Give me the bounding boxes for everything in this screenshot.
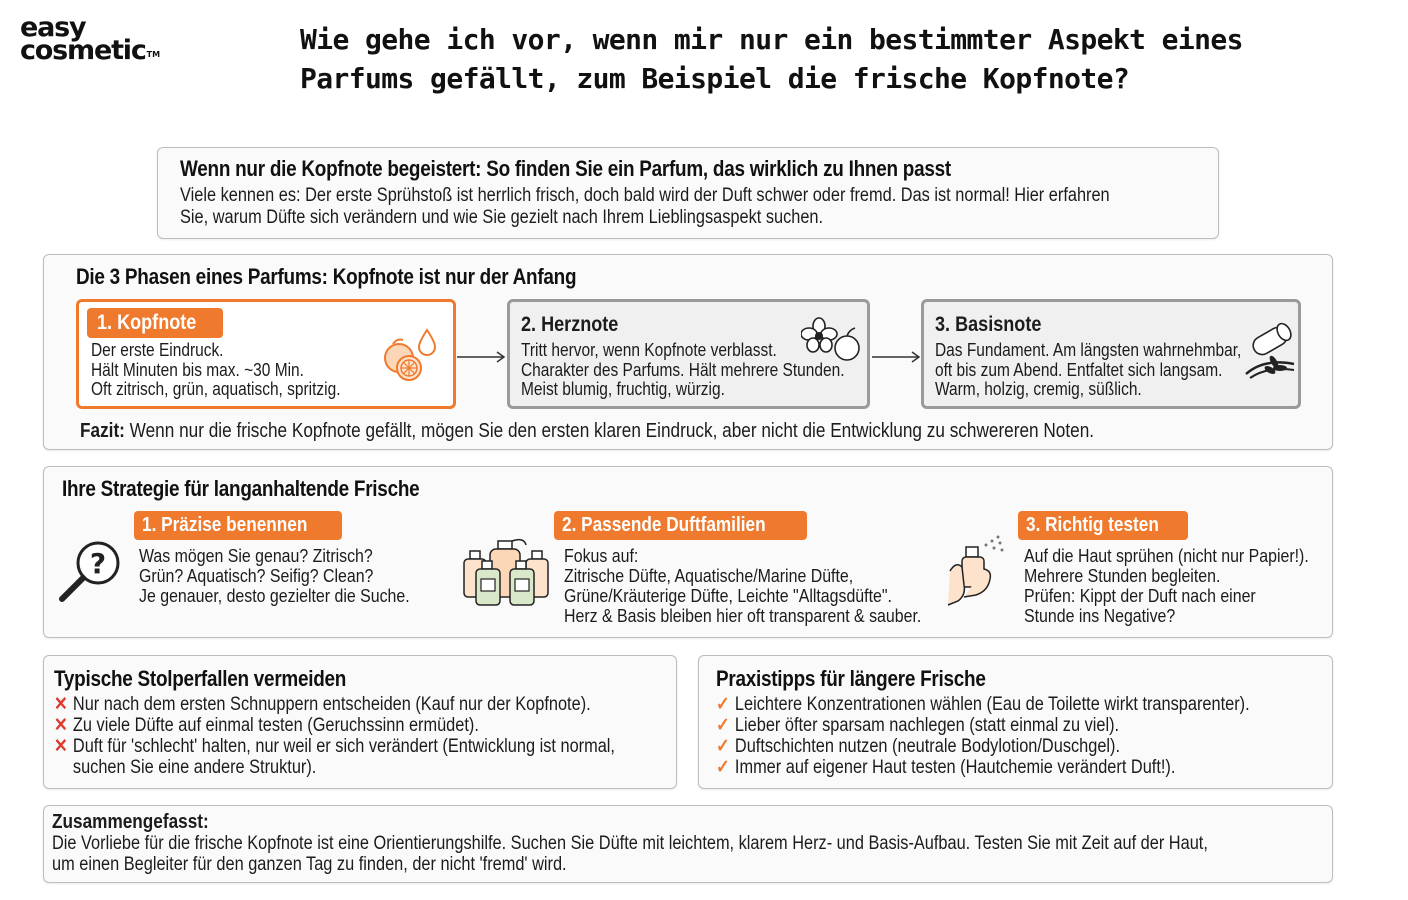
- phase-line: Das Fundament. Am längsten wahrnehmbar,: [935, 340, 1242, 360]
- phase-line: Oft zitrisch, grün, aquatisch, spritzig.: [91, 379, 341, 399]
- logo-line-2-text: cosmetic: [20, 35, 146, 66]
- flower-fruit-icon: [801, 316, 863, 364]
- phase-label-kopfnote-text: 1. Kopfnote: [97, 311, 197, 334]
- phase-line: Meist blumig, fruchtig, würzig.: [521, 379, 725, 399]
- summary-line-2: um einen Begleiter für den ganzen Tag zu finden, der nicht 'fremd' wird.: [52, 854, 567, 875]
- phase-line: Charakter des Parfums. Hält mehrere Stunden.: [521, 359, 845, 380]
- pitfall-text: Duft für 'schlecht' halten, nur weil er sich verändert (Entwicklung ist normal,: [72, 736, 615, 757]
- tips-heading: Praxistipps für längere Frische: [716, 666, 986, 691]
- strategy-line: Grün? Aquatisch? Seifig? Clean?: [139, 565, 374, 586]
- cross-icon: ✕: [54, 736, 68, 757]
- strategy-badge-benennen: [134, 511, 342, 540]
- pitfalls-list: [54, 694, 615, 778]
- easy-cosmetic-logo: [20, 12, 190, 70]
- strategy-line: Herz & Basis bleiben hier oft transparent & sauber.: [564, 605, 922, 626]
- phase-text-kopfnote: [91, 341, 340, 400]
- pitfall-text: Nur nach dem ersten Schnuppern entscheiden (Kauf nur der Kopfnote).: [72, 694, 591, 715]
- summary-text: [52, 833, 1351, 875]
- strategy-badge-testen: [1018, 511, 1188, 540]
- strategy-badge-duftfamilien: [554, 511, 807, 540]
- logo-trademark: TM: [146, 50, 161, 59]
- page-title: [300, 20, 1300, 98]
- strategy-box: [43, 466, 1333, 638]
- strategy-text-testen: [1024, 546, 1309, 626]
- strategy-line: Zitrische Düfte, Aquatische/Marine Düfte,: [564, 565, 854, 586]
- intro-heading: Wenn nur die Kopfnote begeistert: So finden Sie ein Parfum, das wirklich zu Ihnen passt: [180, 156, 951, 181]
- check-icon: ✓: [716, 736, 730, 757]
- strategy-line: Auf die Haut sprühen (nicht nur Papier!).: [1024, 545, 1309, 566]
- tips-box: [698, 655, 1333, 789]
- strategy-line: Fokus auf:: [564, 545, 639, 566]
- strategy-line: Was mögen Sie genau? Zitrisch?: [139, 545, 373, 566]
- phase-text-herznote: [521, 341, 845, 400]
- arrow-right-icon: [457, 351, 507, 363]
- cross-icon: ✕: [54, 715, 68, 736]
- intro-text-line-2: Sie, warum Düfte sich verändern und wie Sie gezielt nach Ihrem Lieblingsaspekt suchen.: [180, 207, 824, 228]
- check-icon: ✓: [716, 757, 730, 778]
- phase-label-basisnote: [935, 310, 1059, 340]
- strategy-text-benennen: [139, 546, 410, 606]
- logo-line-2: [20, 35, 190, 66]
- phase-label-kopfnote: [87, 308, 223, 338]
- strategy-line: Grüne/Kräuterige Düfte, Leichte "Alltagsdüfte".: [564, 585, 892, 606]
- pitfall-text: Zu viele Düfte auf einmal testen (Geruchssinn ermüdet).: [72, 715, 479, 736]
- pitfalls-box: [43, 655, 677, 789]
- perfume-bottles-icon: [462, 531, 554, 609]
- phase-label-herznote: [521, 310, 634, 340]
- phase-card-basisnote: [921, 299, 1301, 409]
- phase-line: oft bis zum Abend. Entfaltet sich langsam.: [935, 359, 1223, 380]
- phase-card-herznote: [507, 299, 870, 409]
- pitfall-text-continued: suchen Sie eine andere Struktur).: [72, 757, 317, 778]
- phase-label-basisnote-text: 3. Basisnote: [935, 313, 1042, 336]
- strategy-badge-duftfamilien-text: 2. Passende Duftfamilien: [562, 514, 766, 536]
- logo-line-1: easy: [20, 12, 86, 43]
- fazit-text: Wenn nur die frische Kopfnote gefällt, mögen Sie den ersten klaren Eindruck, aber nicht die Entwicklung zu schwereren Noten.: [124, 420, 1095, 442]
- intro-text: [180, 185, 1203, 229]
- phases-box: [43, 254, 1333, 450]
- list-item: [716, 694, 1352, 715]
- page-title-line-2: Parfums gefällt, zum Beispiel die frische Kopfnote?: [300, 62, 1130, 95]
- strategy-badge-benennen-text: 1. Präzise benennen: [142, 514, 308, 536]
- fazit-label: Fazit:: [80, 420, 125, 442]
- svg-text:?: ?: [89, 547, 107, 580]
- strategy-heading: Ihre Strategie für langanhaltende Frische: [62, 476, 420, 501]
- list-item: [716, 736, 1352, 757]
- spray-hand-icon: [944, 533, 1008, 607]
- list-item: [54, 694, 690, 715]
- phase-line: Warm, holzig, cremig, süßlich.: [935, 379, 1142, 399]
- page-title-line-1: Wie gehe ich vor, wenn mir nur ein bestimmter Aspekt eines: [300, 23, 1243, 56]
- tips-list: [716, 694, 1250, 778]
- strategy-line: Stunde ins Negative?: [1024, 605, 1176, 626]
- tip-text: Leichtere Konzentrationen wählen (Eau de Toilette wirkt transparenter).: [734, 694, 1250, 715]
- phase-line: Hält Minuten bis max. ~30 Min.: [91, 359, 304, 380]
- citrus-drop-icon: [379, 324, 441, 386]
- strategy-line: Mehrere Stunden begleiten.: [1024, 565, 1221, 586]
- intro-box: [157, 147, 1219, 239]
- strategy-badge-testen-text: 3. Richtig testen: [1026, 514, 1159, 536]
- phase-text-basisnote: [935, 341, 1241, 400]
- list-item: [54, 715, 690, 736]
- tip-text: Lieber öfter sparsam nachlegen (statt einmal zu viel).: [734, 715, 1120, 736]
- summary-heading: Zusammengefasst:: [52, 811, 209, 833]
- tip-text: Immer auf eigener Haut testen (Hautchemie verändert Duft!).: [734, 757, 1176, 778]
- magnifier-question-icon: [56, 537, 126, 605]
- list-item: [716, 757, 1352, 778]
- arrow-right-icon: [872, 351, 922, 363]
- check-icon: ✓: [716, 715, 730, 736]
- list-item: [716, 715, 1352, 736]
- pitfalls-heading: Typische Stolperfallen vermeiden: [54, 666, 347, 691]
- tip-text: Duftschichten nutzen (neutrale Bodylotion/Duschgel).: [734, 736, 1121, 757]
- strategy-line: Prüfen: Kippt der Duft nach einer: [1024, 585, 1256, 606]
- phases-heading: Die 3 Phasen eines Parfums: Kopfnote ist nur der Anfang: [76, 264, 577, 289]
- check-icon: ✓: [716, 694, 730, 715]
- summary-box: [43, 805, 1333, 883]
- cross-icon: ✕: [54, 694, 68, 715]
- summary-line-1: Die Vorliebe für die frische Kopfnote ist eine Orientierungshilfe. Suchen Sie Düfte mit leichtem, klarem Herz- und Basis-Aufbau. Testen Sie mit Zeit auf der Haut,: [52, 833, 1208, 854]
- list-item: [54, 736, 690, 778]
- phase-line: Der erste Eindruck.: [91, 340, 224, 360]
- phases-conclusion: [80, 419, 1094, 443]
- phase-card-kopfnote: [76, 299, 456, 409]
- strategy-line: Je genauer, desto gezielter die Suche.: [139, 585, 410, 606]
- phase-label-herznote-text: 2. Herznote: [521, 313, 619, 336]
- intro-text-line-1: Viele kennen es: Der erste Sprühstoß ist herrlich frisch, doch bald wird der Duft schwer oder fremd. Das ist normal! Hier erfahren: [180, 185, 1110, 206]
- wood-vanilla-icon: [1242, 322, 1300, 384]
- strategy-text-duftfamilien: [564, 546, 921, 626]
- phase-line: Tritt hervor, wenn Kopfnote verblasst.: [521, 340, 777, 360]
